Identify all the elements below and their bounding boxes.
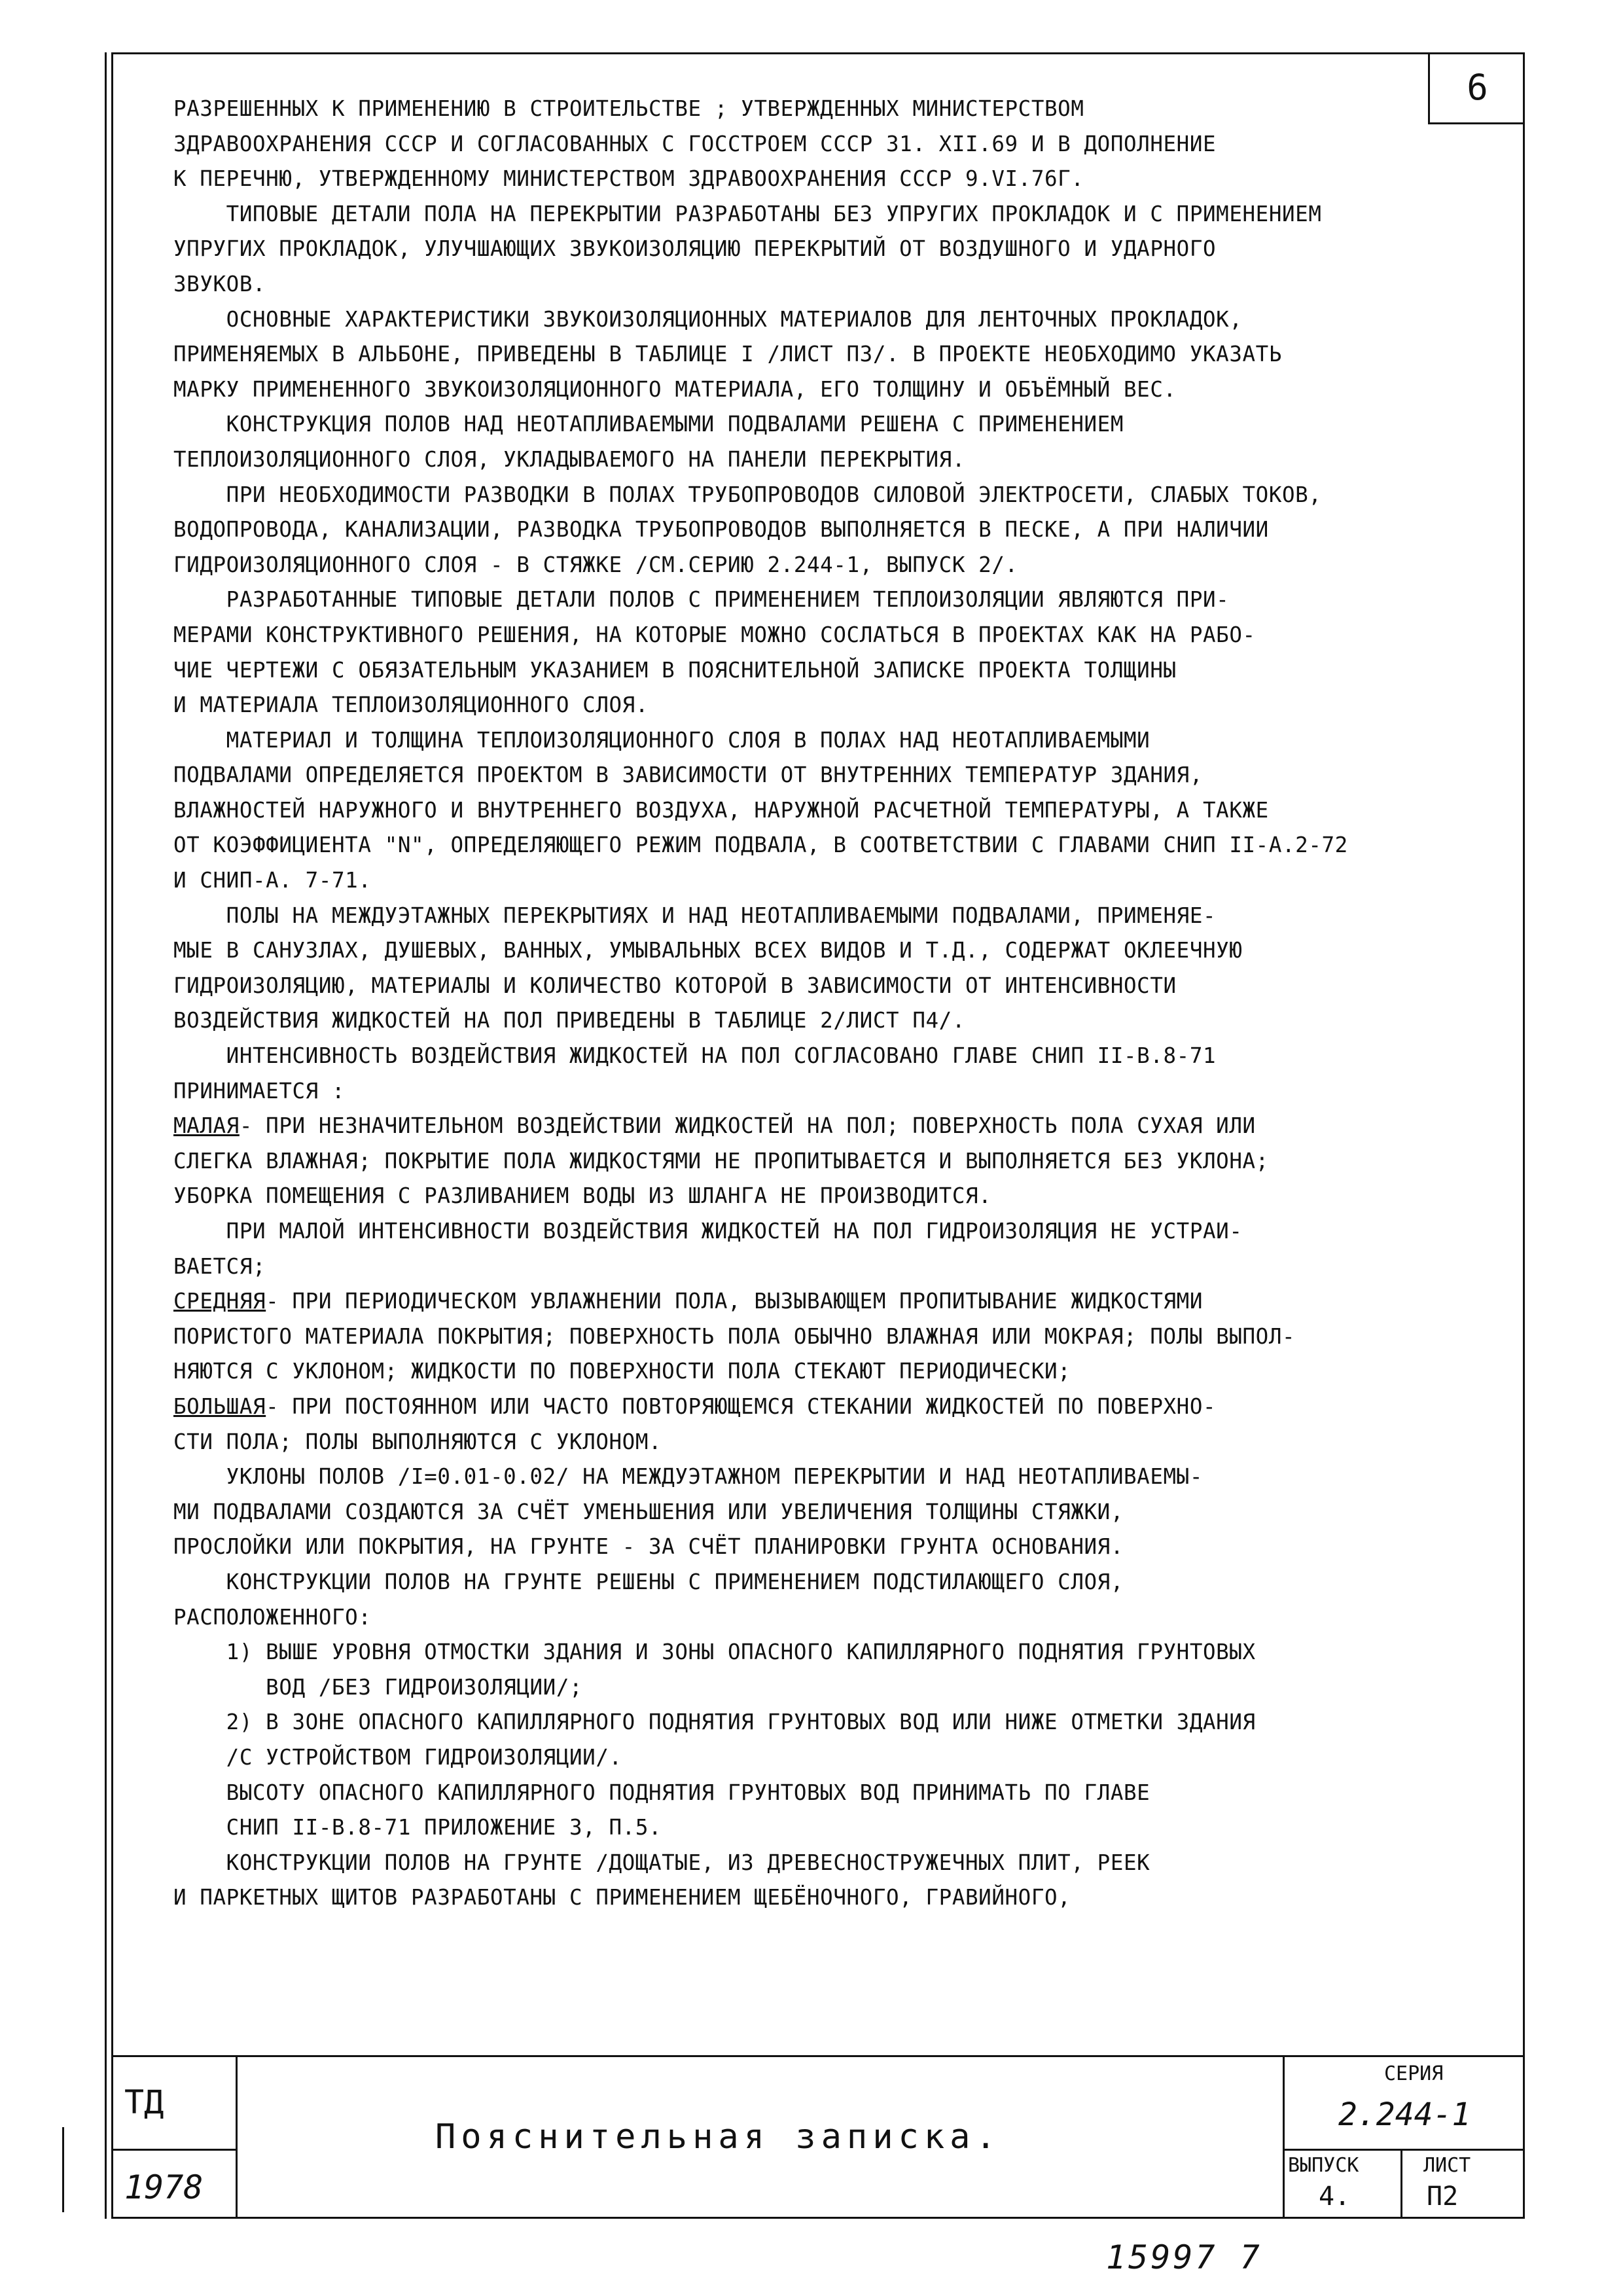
text-line: РАЗРЕШЕННЫХ К ПРИМЕНЕНИЮ В СТРОИТЕЛЬСТВЕ ; УТВЕРЖДЕННЫХ МИНИСТЕРСТВОМ	[173, 96, 1084, 121]
underlined-term: БОЛЬШАЯ	[173, 1393, 266, 1419]
text-line: И СНИП-А. 7-71.	[173, 868, 372, 893]
text-line: ПРИ НЕОБХОДИМОСТИ РАЗВОДКИ В ПОЛАХ ТРУБОПРОВОДОВ СИЛОВОЙ ЭЛЕКТРОСЕТИ, СЛАБЫХ ТОКОВ,	[173, 482, 1322, 507]
text-line: К ПЕРЕЧНЮ, УТВЕРЖДЕННОМУ МИНИСТЕРСТВОМ ЗДРАВООХРАНЕНИЯ СССР 9.VI.76Г.	[173, 166, 1084, 192]
text-line: ВОДОПРОВОДА, КАНАЛИЗАЦИИ, РАЗВОДКА ТРУБОПРОВОДОВ ВЫПОЛНЯЕТСЯ В ПЕСКЕ, А ПРИ НАЛИЧИИ	[173, 517, 1269, 543]
text-line: ОТ КОЭФФИЦИЕНТА "N", ОПРЕДЕЛЯЮЩЕГО РЕЖИМ ПОДВАЛА, В СООТВЕТСТВИИ С ГЛАВАМИ СНИП II-А.2-72	[173, 833, 1348, 858]
text-line: ПРИМЕНЯЕМЫХ В АЛЬБОНЕ, ПРИВЕДЕНЫ В ТАБЛИЦЕ I /ЛИСТ П3/. В ПРОЕКТЕ НЕОБХОДИМО УКАЗАТЬ	[173, 342, 1282, 367]
text-line: 1) ВЫШЕ УРОВНЯ ОТМОСТКИ ЗДАНИЯ И ЗОНЫ ОПАСНОГО КАПИЛЛЯРНОГО ПОДНЯТИЯ ГРУНТОВЫХ	[173, 1640, 1256, 1665]
text-line: ПОРИСТОГО МАТЕРИАЛА ПОКРЫТИЯ; ПОВЕРХНОСТЬ ПОЛА ОБЫЧНО ВЛАЖНАЯ ИЛИ МОКРАЯ; ПОЛЫ ВЫПОЛ-	[173, 1323, 1296, 1349]
stamp-issue-label: ВЫПУСК	[1288, 2154, 1359, 2177]
stamp-year: 1978	[124, 2168, 204, 2206]
text-line: ВОЗДЕЙСТВИЯ ЖИДКОСТЕЙ НА ПОЛ ПРИВЕДЕНЫ В ТАБЛИЦЕ 2/ЛИСТ П4/.	[173, 1008, 965, 1033]
text-line: ПОДВАЛАМИ ОПРЕДЕЛЯЕТСЯ ПРОЕКТОМ В ЗАВИСИМОСТИ ОТ ВНУТРЕННИХ ТЕМПЕРАТУР ЗДАНИЯ,	[173, 762, 1203, 788]
explanatory-note-text	[173, 92, 1476, 1916]
text-line: ОСНОВНЫЕ ХАРАКТЕРИСТИКИ ЗВУКОИЗОЛЯЦИОННЫХ МАТЕРИАЛОВ ДЛЯ ЛЕНТОЧНЫХ ПРОКЛАДОК,	[173, 306, 1243, 332]
underlined-term: СРЕДНЯЯ	[173, 1289, 266, 1314]
text-line: СНИП II-В.8-71 ПРИЛОЖЕНИЕ 3, П.5.	[173, 1815, 662, 1840]
text-line: ПОЛЫ НА МЕЖДУЭТАЖНЫХ ПЕРЕКРЫТИЯХ И НАД НЕОТАПЛИВАЕМЫМИ ПОДВАЛАМИ, ПРИМЕНЯЕ-	[173, 903, 1217, 928]
text-line: КОНСТРУКЦИЯ ПОЛОВ НАД НЕОТАПЛИВАЕМЫМИ ПОДВАЛАМИ РЕШЕНА С ПРИМЕНЕНИЕМ	[173, 412, 1124, 437]
text-line: ТИПОВЫЕ ДЕТАЛИ ПОЛА НА ПЕРЕКРЫТИИ РАЗРАБОТАНЫ БЕЗ УПРУГИХ ПРОКЛАДОК И С ПРИМЕНЕНИЕМ	[173, 201, 1322, 226]
text-line: МАТЕРИАЛ И ТОЛЩИНА ТЕПЛОИЗОЛЯЦИОННОГО СЛОЯ В ПОЛАХ НАД НЕОТАПЛИВАЕМЫМИ	[173, 727, 1150, 753]
text-line: ЗВУКОВ.	[173, 271, 266, 296]
text-line: И ПАРКЕТНЫХ ЩИТОВ РАЗРАБОТАНЫ С ПРИМЕНЕНИЕМ ЩЕБЁНОЧНОГО, ГРАВИЙНОГО,	[173, 1885, 1071, 1910]
text-line: ГИДРОИЗОЛЯЦИЮ, МАТЕРИАЛЫ И КОЛИЧЕСТВО КОТОРОЙ В ЗАВИСИМОСТИ ОТ ИНТЕНСИВНОСТИ	[173, 973, 1177, 998]
text-line: /С УСТРОЙСТВОМ ГИДРОИЗОЛЯЦИИ/.	[173, 1744, 622, 1770]
stamp-title: Пояснительная записка.	[435, 2117, 1001, 2157]
text-line: КОНСТРУКЦИИ ПОЛОВ НА ГРУНТЕ РЕШЕНЫ С ПРИМЕНЕНИЕМ ПОДСТИЛАЮЩЕГО СЛОЯ,	[173, 1569, 1124, 1594]
underlined-term: МАЛАЯ	[173, 1113, 240, 1139]
text-line: РАСПОЛОЖЕННОГО:	[173, 1604, 372, 1630]
stamp-sheet-label: ЛИСТ	[1423, 2154, 1471, 2177]
stamp-series-value: 2.244-1	[1338, 2096, 1471, 2133]
text-line: И МАТЕРИАЛА ТЕПЛОИЗОЛЯЦИОННОГО СЛОЯ.	[173, 692, 649, 718]
text-line: ПРИ МАЛОЙ ИНТЕНСИВНОСТИ ВОЗДЕЙСТВИЯ ЖИДКОСТЕЙ НА ПОЛ ГИДРОИЗОЛЯЦИЯ НЕ УСТРАИ-	[173, 1219, 1243, 1244]
text-line: МЕРАМИ КОНСТРУКТИВНОГО РЕШЕНИЯ, НА КОТОРЫЕ МОЖНО СОСЛАТЬСЯ В ПРОЕКТАХ КАК НА РАБО-	[173, 622, 1256, 647]
text-line: ВЫСОТУ ОПАСНОГО КАПИЛЛЯРНОГО ПОДНЯТИЯ ГРУНТОВЫХ ВОД ПРИНИМАТЬ ПО ГЛАВЕ	[173, 1780, 1150, 1805]
text-line: МИ ПОДВАЛАМИ СОЗДАЮТСЯ ЗА СЧЁТ УМЕНЬШЕНИЯ ИЛИ УВЕЛИЧЕНИЯ ТОЛЩИНЫ СТЯЖКИ,	[173, 1499, 1124, 1524]
binding-mark	[105, 52, 107, 2219]
text-line: МЫЕ В САНУЗЛАХ, ДУШЕВЫХ, ВАННЫХ, УМЫВАЛЬНЫХ ВСЕХ ВИДОВ И Т.Д., СОДЕРЖАТ ОКЛЕЕЧНУЮ	[173, 938, 1243, 963]
text-line: СРЕДНЯЯ- ПРИ ПЕРИОДИЧЕСКОМ УВЛАЖНЕНИИ ПОЛА, ВЫЗЫВАЮЩЕМ ПРОПИТЫВАНИЕ ЖИДКОСТЯМИ	[173, 1289, 1204, 1314]
text-line: ЧИЕ ЧЕРТЕЖИ С ОБЯЗАТЕЛЬНЫМ УКАЗАНИЕМ В ПОЯСНИТЕЛЬНОЙ ЗАПИСКЕ ПРОЕКТА ТОЛЩИНЫ	[173, 657, 1177, 683]
text-line: ТЕПЛОИЗОЛЯЦИОННОГО СЛОЯ, УКЛАДЫВАЕМОГО НА ПАНЕЛИ ПЕРЕКРЫТИЯ.	[173, 446, 965, 472]
text-line: НЯЮТСЯ С УКЛОНОМ; ЖИДКОСТИ ПО ПОВЕРХНОСТИ ПОЛА СТЕКАЮТ ПЕРИОДИЧЕСКИ;	[173, 1359, 1071, 1384]
text-line: ВОД /БЕЗ ГИДРОИЗОЛЯЦИИ/;	[173, 1674, 583, 1700]
text-line: ИНТЕНСИВНОСТЬ ВОЗДЕЙСТВИЯ ЖИДКОСТЕЙ НА ПОЛ СОГЛАСОВАНО ГЛАВЕ СНИП II-В.8-71	[173, 1043, 1217, 1069]
text-line: МАРКУ ПРИМЕНЕННОГО ЗВУКОИЗОЛЯЦИОННОГО МАТЕРИАЛА, ЕГО ТОЛЩИНУ И ОБЪЁМНЫЙ ВЕС.	[173, 376, 1177, 402]
text-line: СТИ ПОЛА; ПОЛЫ ВЫПОЛНЯЮТСЯ С УКЛОНОМ.	[173, 1429, 662, 1454]
text-line: УКЛОНЫ ПОЛОВ /I=0.01-0.02/ НА МЕЖДУЭТАЖНОМ ПЕРЕКРЫТИИ И НАД НЕОТАПЛИВАЕМЫ-	[173, 1464, 1203, 1490]
text-line: РАЗРАБОТАННЫЕ ТИПОВЫЕ ДЕТАЛИ ПОЛОВ С ПРИМЕНЕНИЕМ ТЕПЛОИЗОЛЯЦИИ ЯВЛЯЮТСЯ ПРИ-	[173, 587, 1230, 613]
archive-number: 15997 7	[1106, 2238, 1262, 2276]
text-line: 2) В ЗОНЕ ОПАСНОГО КАПИЛЛЯРНОГО ПОДНЯТИЯ ГРУНТОВЫХ ВОД ИЛИ НИЖЕ ОТМЕТКИ ЗДАНИЯ	[173, 1710, 1256, 1735]
text-line: ПРОСЛОЙКИ ИЛИ ПОКРЫТИЯ, НА ГРУНТЕ - ЗА СЧЁТ ПЛАНИРОВКИ ГРУНТА ОСНОВАНИЯ.	[173, 1534, 1124, 1560]
stamp-issue-value: 4.	[1319, 2181, 1351, 2212]
stamp-sheet-value: П2	[1427, 2181, 1459, 2212]
text-line: ПРИНИМАЕТСЯ :	[173, 1078, 346, 1103]
text-line: ЗДРАВООХРАНЕНИЯ СССР И СОГЛАСОВАННЫХ С ГОССТРОЕМ СССР 31. XII.69 И В ДОПОЛНЕНИЕ	[173, 131, 1217, 156]
page-number: 6	[1467, 67, 1488, 108]
text-line: ГИДРОИЗОЛЯЦИОННОГО СЛОЯ - В СТЯЖКЕ /СМ.СЕРИЮ 2.244-1, ВЫПУСК 2/.	[173, 552, 1018, 577]
binding-mark-short	[62, 2127, 64, 2212]
text-line: СЛЕГКА ВЛАЖНАЯ; ПОКРЫТИЕ ПОЛА ЖИДКОСТЯМИ НЕ ПРОПИТЫВАЕТСЯ И ВЫПОЛНЯЕТСЯ БЕЗ УКЛОНА;	[173, 1148, 1269, 1174]
stamp-td: ТД	[124, 2083, 164, 2121]
stamp-series-label: СЕРИЯ	[1384, 2062, 1444, 2085]
text-line: МАЛАЯ- ПРИ НЕЗНАЧИТЕЛЬНОМ ВОЗДЕЙСТВИИ ЖИДКОСТЕЙ НА ПОЛ; ПОВЕРХНОСТЬ ПОЛА СУХАЯ ИЛИ	[173, 1113, 1256, 1139]
text-line: ВАЕТСЯ;	[173, 1253, 266, 1279]
text-line: УБОРКА ПОМЕЩЕНИЯ С РАЗЛИВАНИЕМ ВОДЫ ИЗ ШЛАНГА НЕ ПРОИЗВОДИТСЯ.	[173, 1183, 992, 1209]
text-line: БОЛЬШАЯ- ПРИ ПОСТОЯННОМ ИЛИ ЧАСТО ПОВТОРЯЮЩЕМСЯ СТЕКАНИИ ЖИДКОСТЕЙ ПО ПОВЕРХНО-	[173, 1393, 1217, 1419]
text-line: УПРУГИХ ПРОКЛАДОК, УЛУЧШАЮЩИХ ЗВУКОИЗОЛЯЦИЮ ПЕРЕКРЫТИЙ ОТ ВОЗДУШНОГО И УДАРНОГО	[173, 236, 1217, 262]
text-line: ВЛАЖНОСТЕЙ НАРУЖНОГО И ВНУТРЕННЕГО ВОЗДУХА, НАРУЖНОЙ РАСЧЕТНОЙ ТЕМПЕРАТУРЫ, А ТАКЖЕ	[173, 797, 1269, 823]
text-line: КОНСТРУКЦИИ ПОЛОВ НА ГРУНТЕ /ДОЩАТЫЕ, ИЗ ДРЕВЕСНОСТРУЖЕЧНЫХ ПЛИТ, РЕЕК	[173, 1850, 1150, 1875]
title-block	[111, 2055, 1525, 2219]
